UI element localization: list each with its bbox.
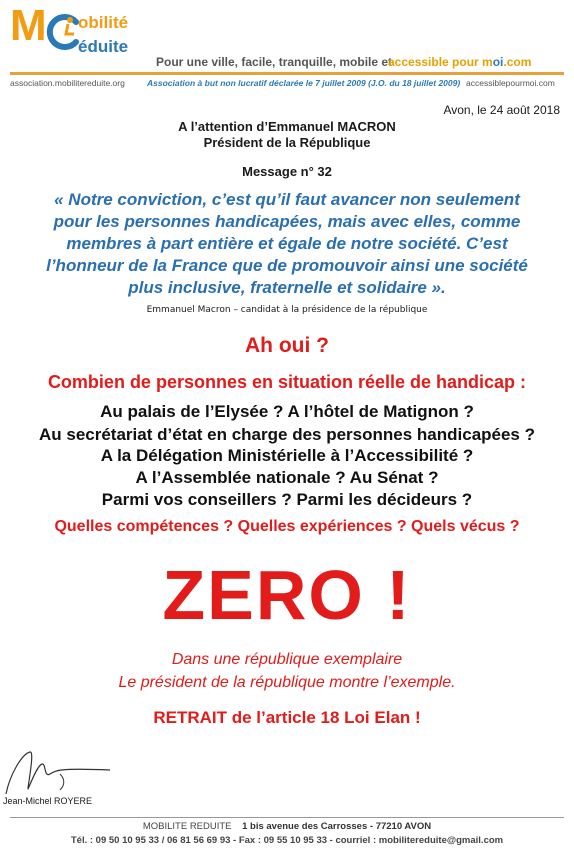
quote-line: membres à part entière et égale de notre société. C’est <box>66 234 508 253</box>
competences-question: Quelles compétences ? Quelles expériences ? Quels vécus ? <box>54 518 520 535</box>
footer-org-name: MOBILITE REDUITE <box>142 821 232 832</box>
quote-line: « Notre conviction, c’est qu’il faut avancer non seulement <box>54 190 520 209</box>
question-line: Au palais de l’Elysée ? A l’hôtel de Matignon ? <box>100 402 474 421</box>
retrait-demand: RETRAIT de l’article 18 Loi Elan ! <box>153 708 421 727</box>
addressee-line-2: Président de la République <box>203 135 371 150</box>
footer-address-line <box>0 821 574 832</box>
republic-line-1: Dans une république exemplaire <box>171 651 403 668</box>
macron-quote <box>0 189 574 299</box>
quote-credit: Emmanuel Macron – candidat à la présidence de la république <box>146 305 428 315</box>
footer-rule <box>10 817 564 818</box>
header-association-note: Association à but non lucratif déclarée le 7 juillet 2009 (J.O. du 18 juillet 2009) <box>147 78 461 88</box>
header-website-link[interactable]: association.mobilitereduite.org <box>10 78 125 88</box>
wheelchair-c-logo-icon <box>46 14 82 50</box>
question-line: Au secrétariat d’état en charge des personnes handicapées ? <box>38 425 535 444</box>
header-site-link[interactable]: accessiblepourmoi.com <box>466 78 555 88</box>
message-number: Message n° 32 <box>242 164 332 179</box>
slogan-accent-prefix: accessible pour m <box>388 55 493 69</box>
question-line: A l’Assemblée nationale ? Au Sénat ? <box>135 468 439 487</box>
header-slogan-accent <box>388 55 531 69</box>
letter-date: Avon, le 24 août 2018 <box>443 103 560 117</box>
question-intro: Combien de personnes en situation réelle de handicap : <box>47 372 527 392</box>
quote-line: l’honneur de la France que de promouvoir ainsi une société <box>46 256 528 275</box>
republic-line-2: Le président de la république montre l’exemple. <box>118 674 456 691</box>
logo-word-reduite: éduite <box>78 37 129 56</box>
zero-headline: ZERO ! <box>162 556 412 634</box>
question-line: A la Délégation Ministérielle à l’Accessibilité ? <box>100 446 474 465</box>
footer-contact[interactable]: Tél. : 09 50 10 95 33 / 06 81 56 69 93 - Fax : 09 55 10 95 33 - courriel : mobilitereduite@gmail.com <box>70 835 504 846</box>
question-line: Parmi vos conseillers ? Parmi les décideurs ? <box>101 490 473 509</box>
signatory-name: Jean-Michel ROYERE <box>3 796 93 806</box>
exclamation-heading: Ah oui ? <box>245 334 329 357</box>
logo-letter-m: M <box>10 1 47 50</box>
addressee-line-1: A l’attention d’Emmanuel MACRON <box>178 119 396 134</box>
slogan-accent-mid: oi <box>492 55 504 69</box>
quote-line: pour les personnes handicapées, mais avec elles, comme <box>53 212 521 231</box>
logo-word-mobilite: obilité <box>78 13 129 32</box>
header-slogan: Pour une ville, facile, tranquille, mobile et <box>156 55 393 69</box>
footer-address: 1 bis avenue des Carrosses - 77210 AVON <box>242 821 432 832</box>
header-rule <box>10 72 564 75</box>
slogan-accent-suffix: .com <box>503 55 532 69</box>
handwritten-signature <box>0 744 120 800</box>
quote-line: plus inclusive, fraternelle et solidaire ». <box>128 278 446 297</box>
